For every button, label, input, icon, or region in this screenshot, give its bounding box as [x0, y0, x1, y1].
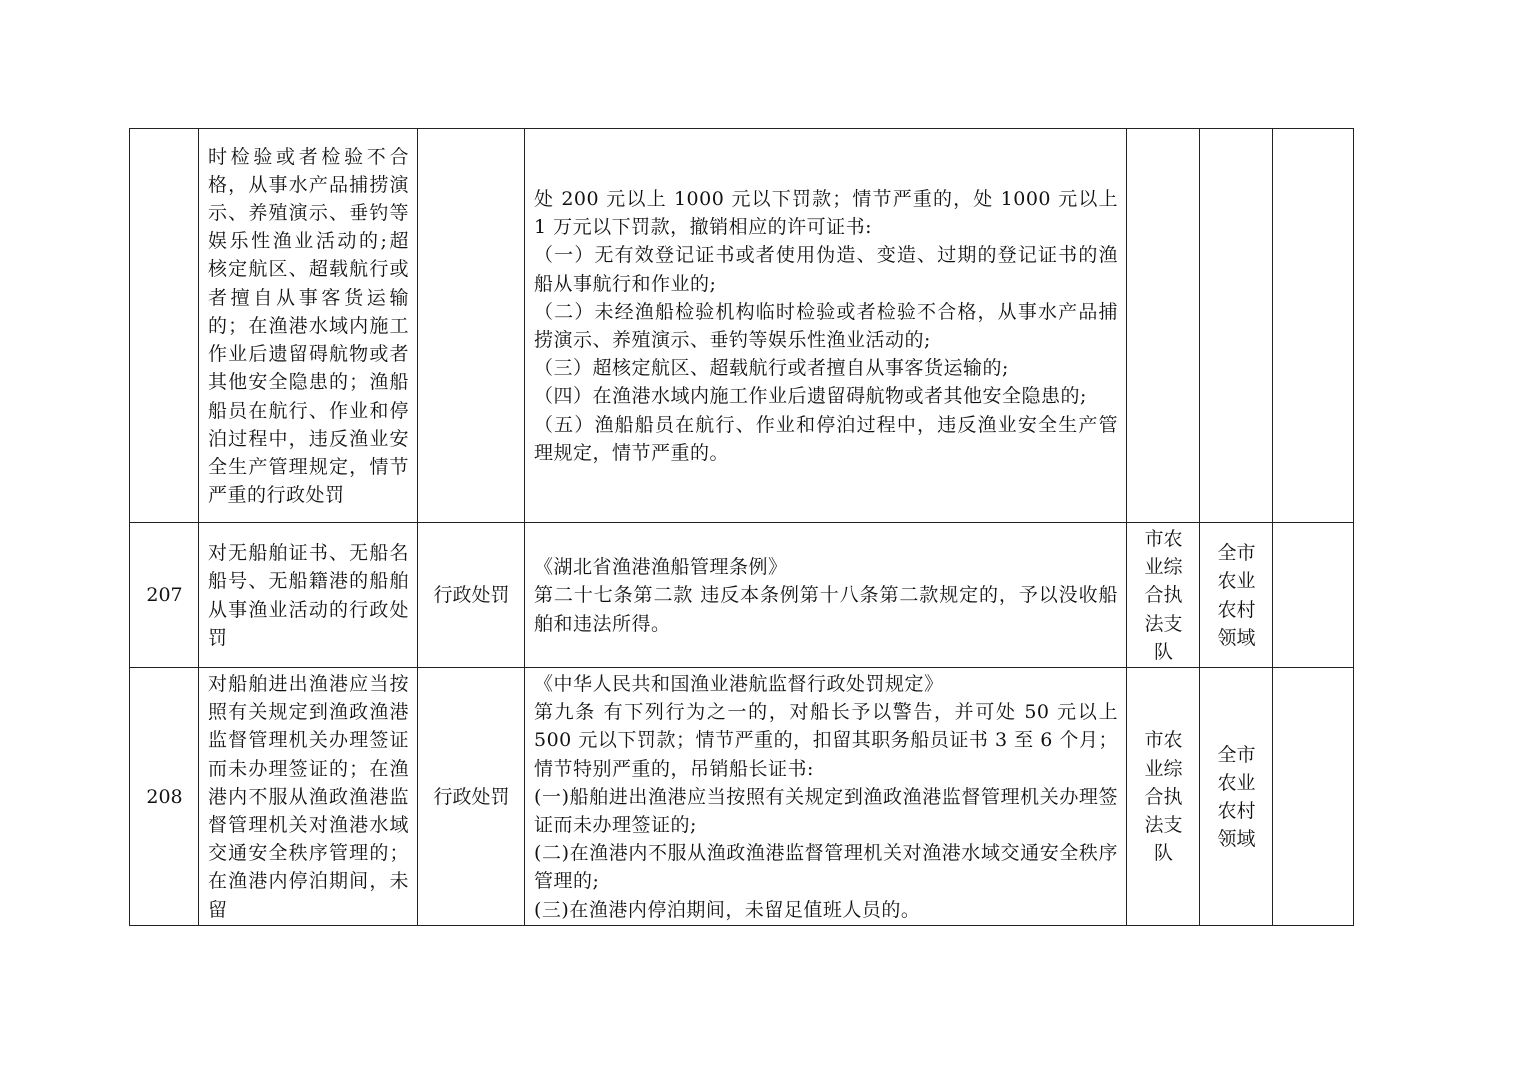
item-cell [199, 129, 418, 523]
table-row [130, 523, 1354, 668]
penalty-type [418, 324, 524, 327]
type-cell [418, 129, 525, 523]
item-text: 对船舶进出渔港应当按照有关规定到渔政渔港监督管理机关办理签证而未办理签证的；在渔港内不服从渔政渔港监督管理机关对渔港水域交通安全秩序管理的；在渔港内停泊期间，未留 [208, 673, 409, 921]
remark-cell [1273, 668, 1354, 926]
remark-cell [1273, 523, 1354, 668]
item-cell [199, 668, 418, 926]
penalty-type: 行政处罚 [433, 584, 510, 607]
dept-cell [1127, 129, 1200, 523]
scope-text [1200, 324, 1272, 327]
scope-cell [1200, 668, 1273, 926]
basis-line: 处 200 元以上 1000 元以下罚款；情节严重的，处 1000 元以上 1 万元以下罚款，撤销相应的许可证书: [534, 187, 1118, 239]
item-cell [199, 523, 418, 668]
remark-cell [1273, 129, 1354, 523]
basis-line: （二）未经渔船检验机构临时检验或者检验不合格，从事水产品捕捞演示、养殖演示、垂钓等娱乐性渔业活动的; [534, 300, 1118, 351]
item-text: 时检验或者检验不合格，从事水产品捕捞演示、养殖演示、垂钓等娱乐性渔业活动的;超核定航区、超载航行或者擅自从事客货运输的；在渔港水域内施工作业后遗留碍航物或者其他安全隐患的；渔船船员在航行、作业和停泊过程中，违反渔业安全生产管理规定，情节严重的行政处罚 [208, 145, 409, 507]
scope-cell [1200, 523, 1273, 668]
basis-line: 《湖北省渔港渔船管理条例》 [534, 556, 788, 579]
enforcement-dept [1127, 324, 1199, 327]
basis-text [525, 551, 1126, 639]
table-row [130, 129, 1354, 523]
penalty-type: 行政处罚 [433, 785, 510, 808]
row-number-cell [130, 129, 199, 523]
enforcement-dept: 市农业综合执法支队 [1144, 729, 1183, 865]
row-number-cell [130, 523, 199, 668]
remark-text [1273, 324, 1353, 327]
basis-line: （五）渔船船员在航行、作业和停泊过程中，违反渔业安全生产管理规定，情节严重的。 [534, 413, 1118, 464]
basis-cell [525, 668, 1127, 926]
row-number [130, 324, 198, 327]
row-number: 207 [146, 584, 183, 607]
type-cell [418, 668, 525, 926]
basis-text [525, 668, 1126, 925]
table-row [130, 668, 1354, 926]
basis-line: (二)在渔港内不服从渔政渔港监督管理机关对渔港水域交通安全秩序管理的; [534, 842, 1118, 893]
basis-line: （一）无有效登记证书或者使用伪造、变造、过期的登记证书的渔船从事航行和作业的; [534, 244, 1118, 295]
basis-line: 《中华人民共和国渔业港航监督行政处罚规定》 [534, 673, 944, 696]
dept-cell [1127, 523, 1200, 668]
item-text: 对无船舶证书、无船名船号、无船籍港的船舶从事渔业活动的行政处罚 [208, 542, 409, 649]
basis-text [525, 183, 1126, 468]
basis-line: （四）在渔港水域内施工作业后遗留碍航物或者其他安全隐患的; [534, 385, 1087, 408]
scope-cell [1200, 129, 1273, 523]
row-number-cell [130, 668, 199, 926]
scope-text: 全市农业农村领域 [1217, 542, 1256, 649]
basis-line: (三)在渔港内停泊期间，未留足值班人员的。 [534, 898, 921, 921]
remark-text [1273, 795, 1353, 798]
basis-line: (一)船舶进出渔港应当按照有关规定到渔政渔港监督管理机关办理签证而未办理签证的; [534, 785, 1118, 837]
basis-cell [525, 523, 1127, 668]
basis-cell [525, 129, 1127, 523]
dept-cell [1127, 668, 1200, 926]
remark-text [1273, 594, 1353, 597]
scope-text: 全市农业农村领域 [1217, 743, 1256, 851]
basis-line: （三）超核定航区、超载航行或者擅自从事客货运输的; [534, 357, 1009, 380]
type-cell [418, 523, 525, 668]
row-number: 208 [146, 785, 183, 808]
enforcement-table [129, 128, 1354, 926]
basis-line: 第二十七条第二款 违反本条例第十八条第二款规定的，予以没收船舶和违法所得。 [534, 584, 1118, 635]
enforcement-dept: 市农业综合执法支队 [1144, 528, 1183, 663]
basis-line: 第九条 有下列行为之一的，对船长予以警告，并可处 50 元以上 500 元以下罚款；情节严重的，扣留其职务船员证书 3 至 6 个月；情节特别严重的，吊销船长证书: [534, 701, 1118, 780]
